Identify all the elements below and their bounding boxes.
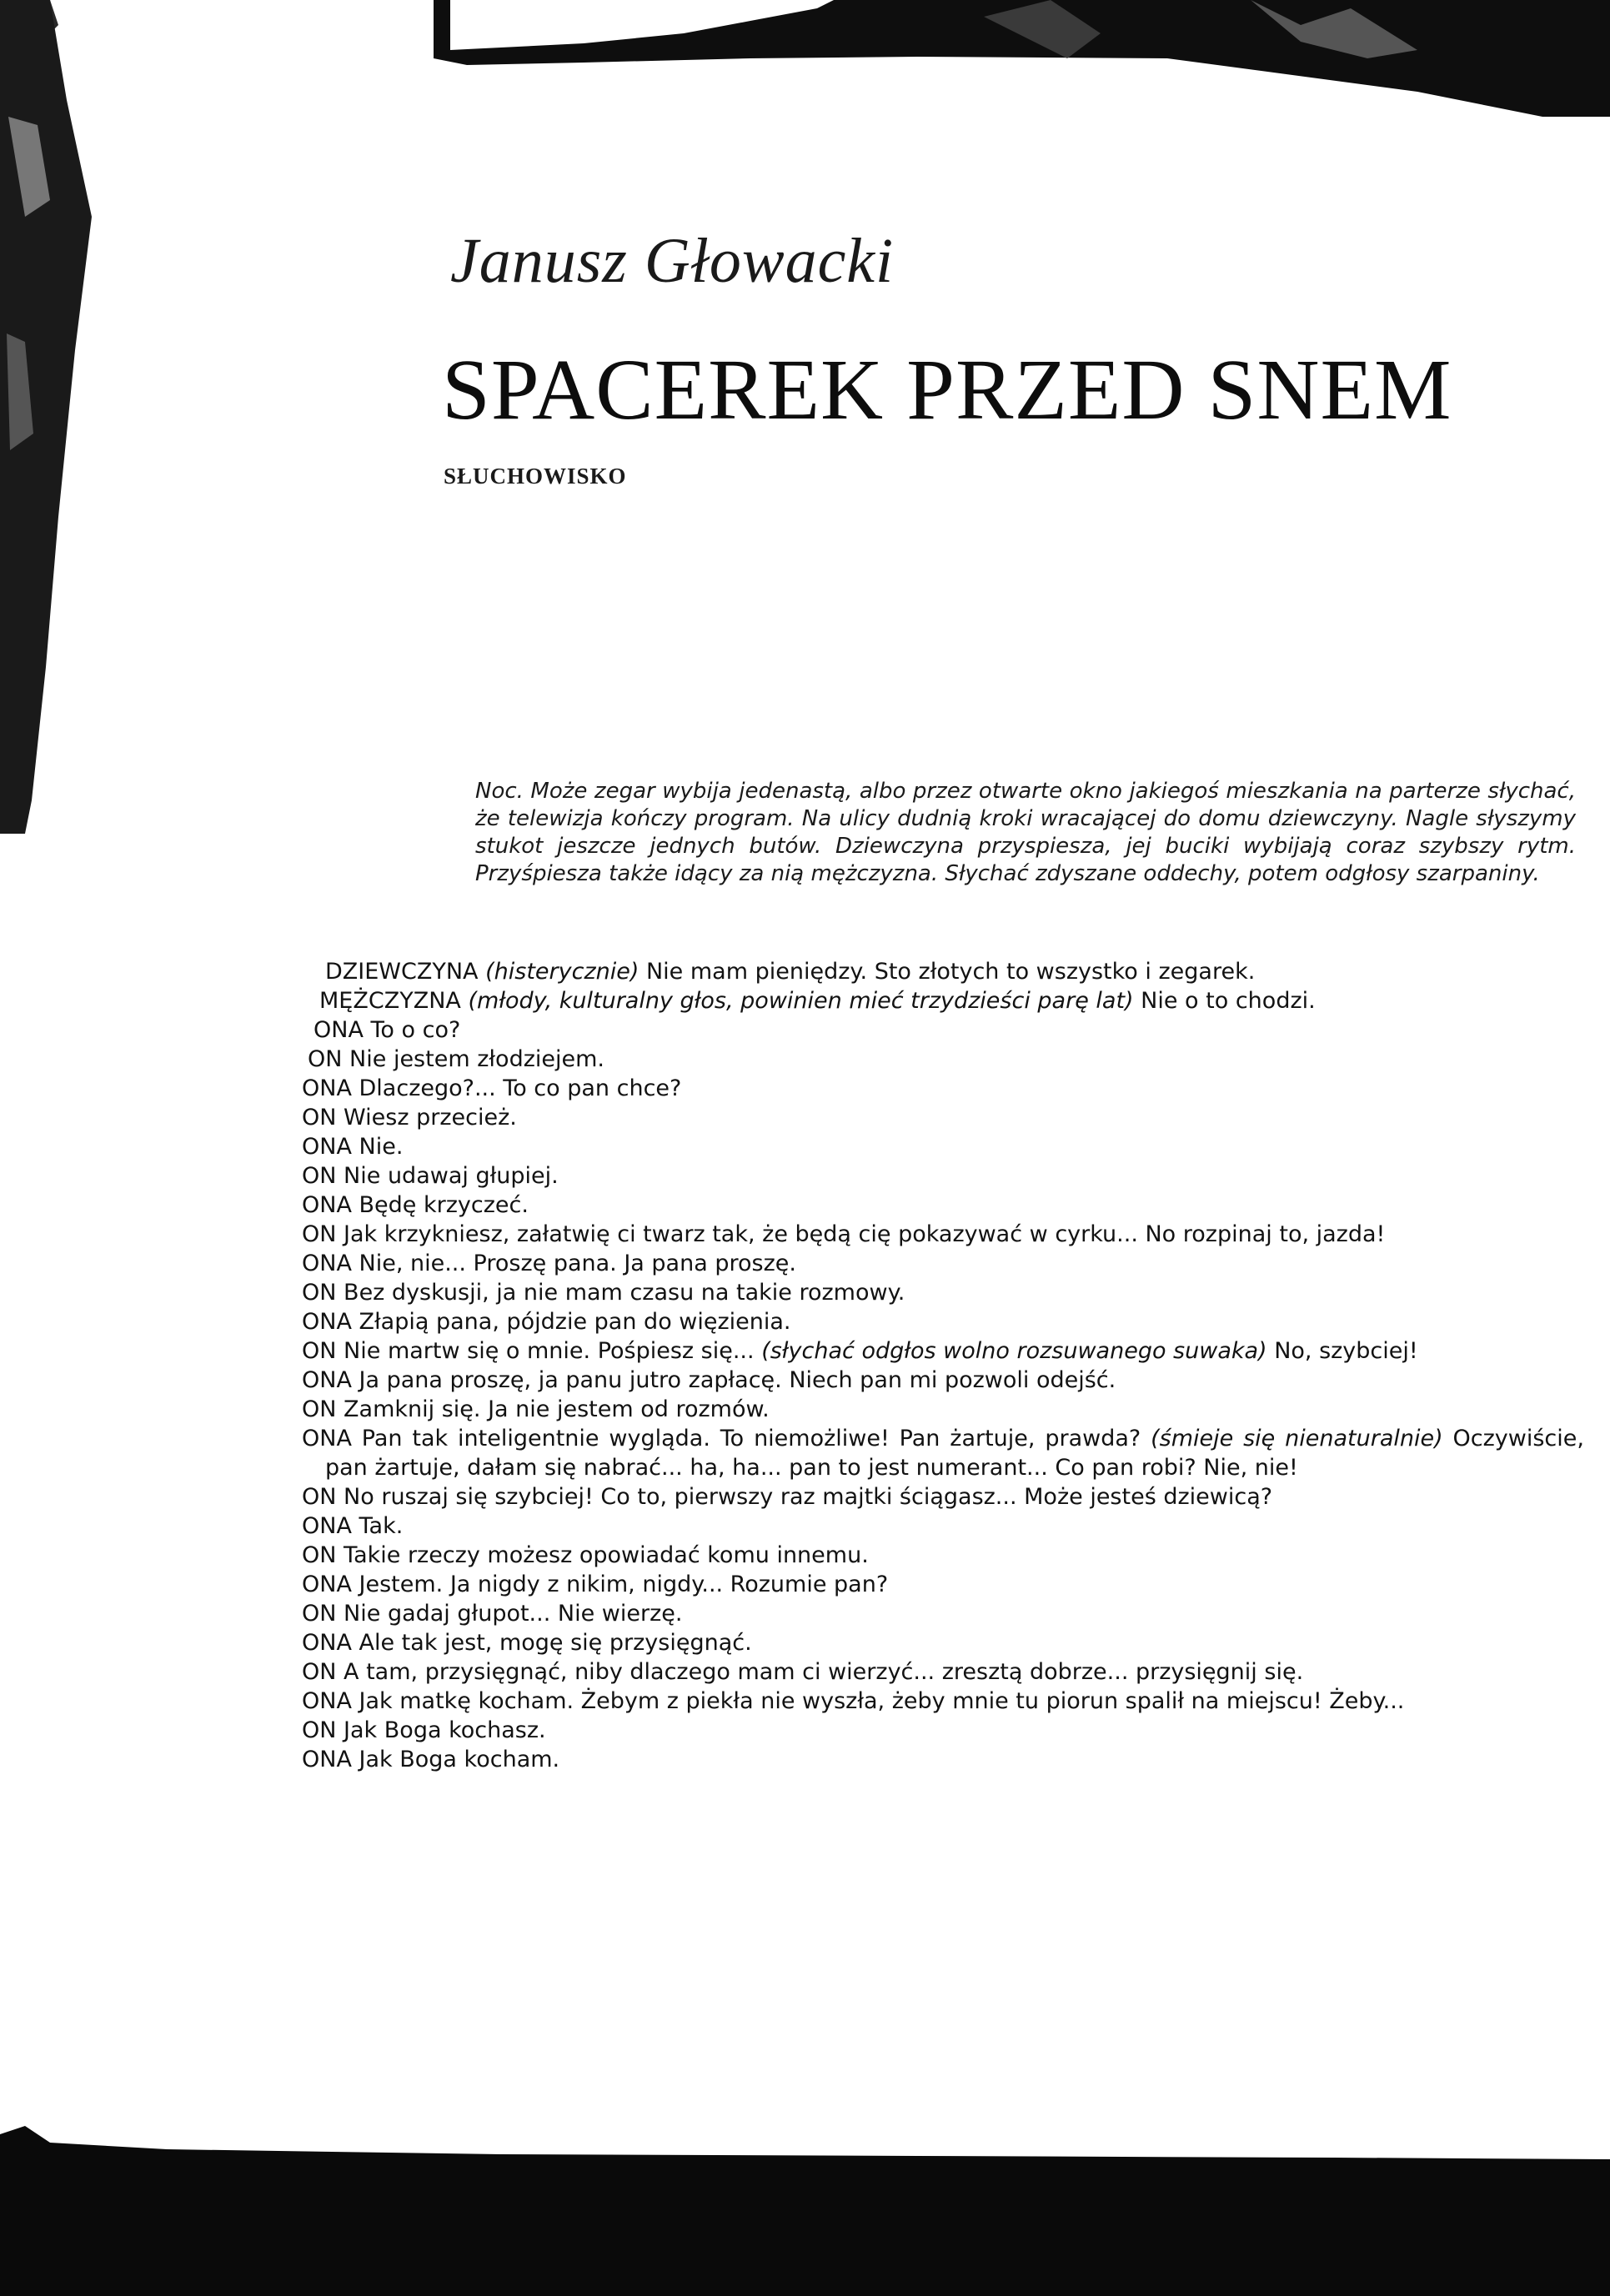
speaker-name: ONA [302,1513,352,1539]
genre-label: SŁUCHOWISKO [444,464,627,489]
stage-direction: (śmieje się nienaturalnie) [1151,1426,1443,1451]
line-text: Złapią pana, pójdzie pan do więzienia. [359,1309,791,1335]
scan-border-left [0,0,108,834]
dialogue-line [302,1482,1584,1511]
line-text: Jak matkę kocham. Żebym z piekła nie wyszła, żeby mnie tu piorun spalił na miejscu! Żeby... [359,1688,1405,1714]
dialogue-line [302,1278,1584,1307]
line-text: Nie. [359,1134,404,1160]
line-text: Jak krzykniesz, załatwię ci twarz tak, że będą cię pokazywać w cyrku... No rozpinaj to, jazda! [344,1221,1386,1247]
author-name: Janusz Głowacki [450,226,895,296]
speaker-name: ON [302,1338,337,1364]
speaker-name: ONA [302,1630,352,1656]
speaker-name: ONA [302,1075,352,1101]
speaker-name: ONA [302,1572,352,1597]
speaker-name: ONA [302,1367,352,1393]
line-text: Będę krzyczeć. [359,1192,529,1218]
dialogue-line [302,1541,1584,1570]
speaker-name: ONA [302,1688,352,1714]
dialogue-line [302,1657,1584,1687]
line-text: Nie, nie... Proszę pana. Ja pana proszę. [359,1251,796,1276]
line-text: Jak Boga kochasz. [344,1717,546,1743]
line-text: Zamknij się. Ja nie jestem od rozmów. [344,1396,770,1422]
line-text: Nie mam pieniędzy. Sto złotych to wszystko i zegarek. [645,959,1256,985]
stage-direction: (słychać odgłos wolno rozsuwanego suwaka) [761,1338,1267,1364]
scan-border-top [0,0,1610,117]
speaker-name: ONA [302,1747,352,1772]
line-text: Wiesz przecież. [344,1105,517,1130]
line-text: No ruszaj się szybciej! Co to, pierwszy raz majtki ściągasz... Może jesteś dziewicą? [344,1484,1273,1510]
speaker-name: MĘŻCZYZNA [319,988,461,1014]
stage-direction: (histerycznie) [485,959,639,985]
dialogue-line [302,1687,1584,1716]
dialogue-line [302,1599,1584,1628]
speaker-name: ON [302,1601,337,1627]
speaker-name: ON [302,1717,337,1743]
stage-direction: (młody, kulturalny głos, powinien mieć trzydzieści parę lat) [468,988,1134,1014]
speaker-name: ON [302,1280,337,1306]
line-text: Takie rzeczy możesz opowiadać komu innemu. [344,1542,869,1568]
dialogue-line [302,1132,1584,1161]
play-title: SPACEREK PRZED SNEM [442,342,1452,438]
dialogue-line [302,1074,1584,1103]
line-text: Ale tak jest, mogę się przysięgnąć. [359,1630,752,1656]
speaker-name: DZIEWCZYNA [325,959,479,985]
speaker-name: ONA [302,1134,352,1160]
speaker-name: ON [302,1659,337,1685]
line-text: A tam, przysięgnąć, niby dlaczego mam ci wierzyć... zresztą dobrze... przysięgnij się. [344,1659,1304,1685]
dialogue-line [308,1045,1584,1074]
speaker-name: ON [302,1221,337,1247]
dialogue-line [302,1745,1584,1774]
dialogue-line [302,1511,1584,1541]
dialogue-line [302,1366,1584,1395]
speaker-name: ONA [302,1251,352,1276]
dialogue-line [302,1249,1584,1278]
line-text: Bez dyskusji, ja nie mam czasu na takie rozmowy. [344,1280,905,1306]
line-text-continued: Oczywiście, pan żartuje, dałam się nabrać... ha, ha... pan to jest numerant... Co pan robi? Nie, nie! [325,1426,1584,1481]
dialogue-line [302,1307,1584,1336]
line-text: Nie o to chodzi. [1141,988,1316,1014]
dialogue-line [325,957,1584,986]
line-text: Dlaczego?... To co pan chce? [359,1075,682,1101]
line-text: Jestem. Ja nigdy z nikim, nigdy... Rozumie pan? [359,1572,889,1597]
line-text: Ja pana proszę, ja panu jutro zapłacę. Niech pan mi pozwoli odejść. [359,1367,1116,1393]
line-text: Nie martw się o mnie. Pośpiesz się... [344,1338,755,1364]
dialogue-line [302,1191,1584,1220]
speaker-name: ON [302,1396,337,1422]
speaker-name: ON [302,1163,337,1189]
line-text-continued: No, szybciej! [1274,1338,1418,1364]
line-text: Nie gadaj głupot... Nie wierzę. [344,1601,683,1627]
line-text: Jak Boga kocham. [359,1747,560,1772]
speaker-name: ONA [302,1192,352,1218]
speaker-name: ONA [302,1309,352,1335]
opening-stage-direction: Noc. Może zegar wybija jedenastą, albo przez otwarte okno jakiegoś mieszkania na parterze słychać, że telewizja kończy program. Na ulicy dudnią kroki wracającej do domu dziewczyny. Nagle słyszymy stukot jeszcze jednych butów. Dziewczyna przyspiesza, jej buciki wybijają coraz szybszy rytm. Przyśpiesza także idący za nią mężczyzna. Słychać zdyszane oddechy, potem odgłosy szarpaniny. [475,779,1576,886]
speaker-name: ONA [302,1426,352,1451]
dialogue-line [302,1628,1584,1657]
dialogue [302,957,1584,1774]
line-text: Nie jestem złodziejem. [349,1046,604,1072]
line-text: Pan tak inteligentnie wygląda. To niemożliwe! Pan żartuje, prawda? [361,1426,1141,1451]
dialogue-line [302,1161,1584,1191]
dialogue-line [302,1395,1584,1424]
dialogue-line [302,1336,1584,1366]
speaker-name: ONA [313,1017,364,1043]
dialogue-line [302,1570,1584,1599]
speaker-name: ON [302,1542,337,1568]
speaker-name: ON [302,1105,337,1130]
dialogue-line [319,986,1584,1015]
line-text: Tak. [359,1513,404,1539]
dialogue-line [302,1716,1584,1745]
scan-border-bottom [0,2126,1610,2296]
line-text: Nie udawaj głupiej. [344,1163,559,1189]
dialogue-line [302,1103,1584,1132]
line-text: To o co? [370,1017,461,1043]
dialogue-line [302,1220,1584,1249]
speaker-name: ON [302,1484,337,1510]
dialogue-line [302,1424,1584,1482]
dialogue-line [313,1015,1584,1045]
speaker-name: ON [308,1046,343,1072]
